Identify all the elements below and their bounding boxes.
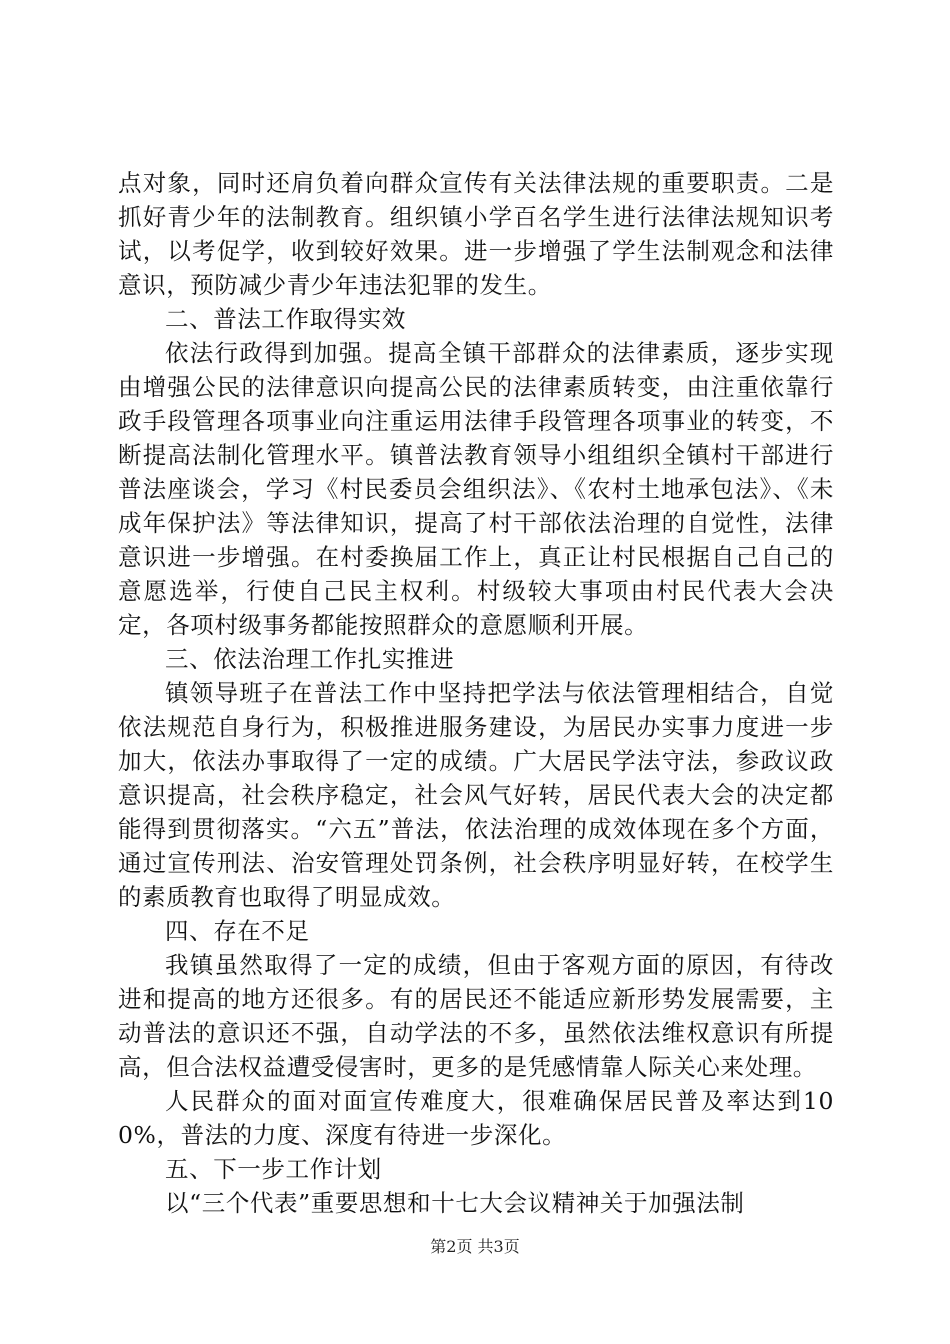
section-heading-3: 三、依法治理工作扎实推进 — [165, 645, 455, 673]
section-heading-4: 四、存在不足 — [165, 917, 310, 945]
section-heading-2: 二、普法工作取得实效 — [165, 305, 406, 333]
paragraph: 我镇虽然取得了一定的成绩，但由于客观方面的原因，有待改进和提高的地方还很多。有的居民还不能适应新形势发展需要，主动普法的意识还不强，自动学法的不多，虽然依法维权意识有所提高，但合法权益遭受侵害时，更多的是凭感情靠人际关心来处理。 — [118, 951, 834, 1081]
paragraph: 人民群众的面对面宣传难度大，很难确保居民普及率达到100%，普法的力度、深度有待进一步深化。 — [118, 1087, 834, 1149]
paragraph: 以“三个代表”重要思想和十七大会议精神关于加强法制 — [165, 1189, 745, 1217]
paragraph-continuation: 点对象，同时还肩负着向群众宣传有关法律法规的重要职责。二是抓好青少年的法制教育。组织镇小学百名学生进行法律法规知识考试，以考促学，收到较好效果。进一步增强了学生法制观念和法律意识，预防减少青少年违法犯罪的发生。 — [118, 169, 834, 299]
paragraph: 依法行政得到加强。提高全镇干部群众的法律素质，逐步实现由增强公民的法律意识向提高公民的法律素质转变，由注重依靠行政手段管理各项事业向注重运用法律手段管理各项事业的转变，不断提高法制化管理水平。镇普法教育领导小组组织全镇村干部进行普法座谈会，学习《村民委员会组织法》、《农村土地承包法》、《未成年保护法》等法律知识，提高了村干部依法治理的自觉性，法律意识进一步增强。在村委换届工作上，真正让村民根据自己自己的意愿选举，行使自己民主权利。村级较大事项由村民代表大会决定，各项村级事务都能按照群众的意愿顺利开展。 — [118, 339, 834, 639]
section-heading-5: 五、下一步工作计划 — [165, 1155, 382, 1183]
paragraph: 镇领导班子在普法工作中坚持把学法与依法管理相结合，自觉依法规范自身行为，积极推进服务建设，为居民办实事力度进一步加大，依法办事取得了一定的成绩。广大居民学法守法，参政议政意识提高，社会秩序稳定，社会风气好转，居民代表大会的决定都能得到贯彻落实。“六五”普法，依法治理的成效体现在多个方面，通过宣传刑法、治安管理处罚条例，社会秩序明显好转，在校学生的素质教育也取得了明显成效。 — [118, 679, 834, 911]
page-number-footer: 第2页 共3页 — [430, 1237, 520, 1256]
document-body — [118, 166, 834, 1220]
